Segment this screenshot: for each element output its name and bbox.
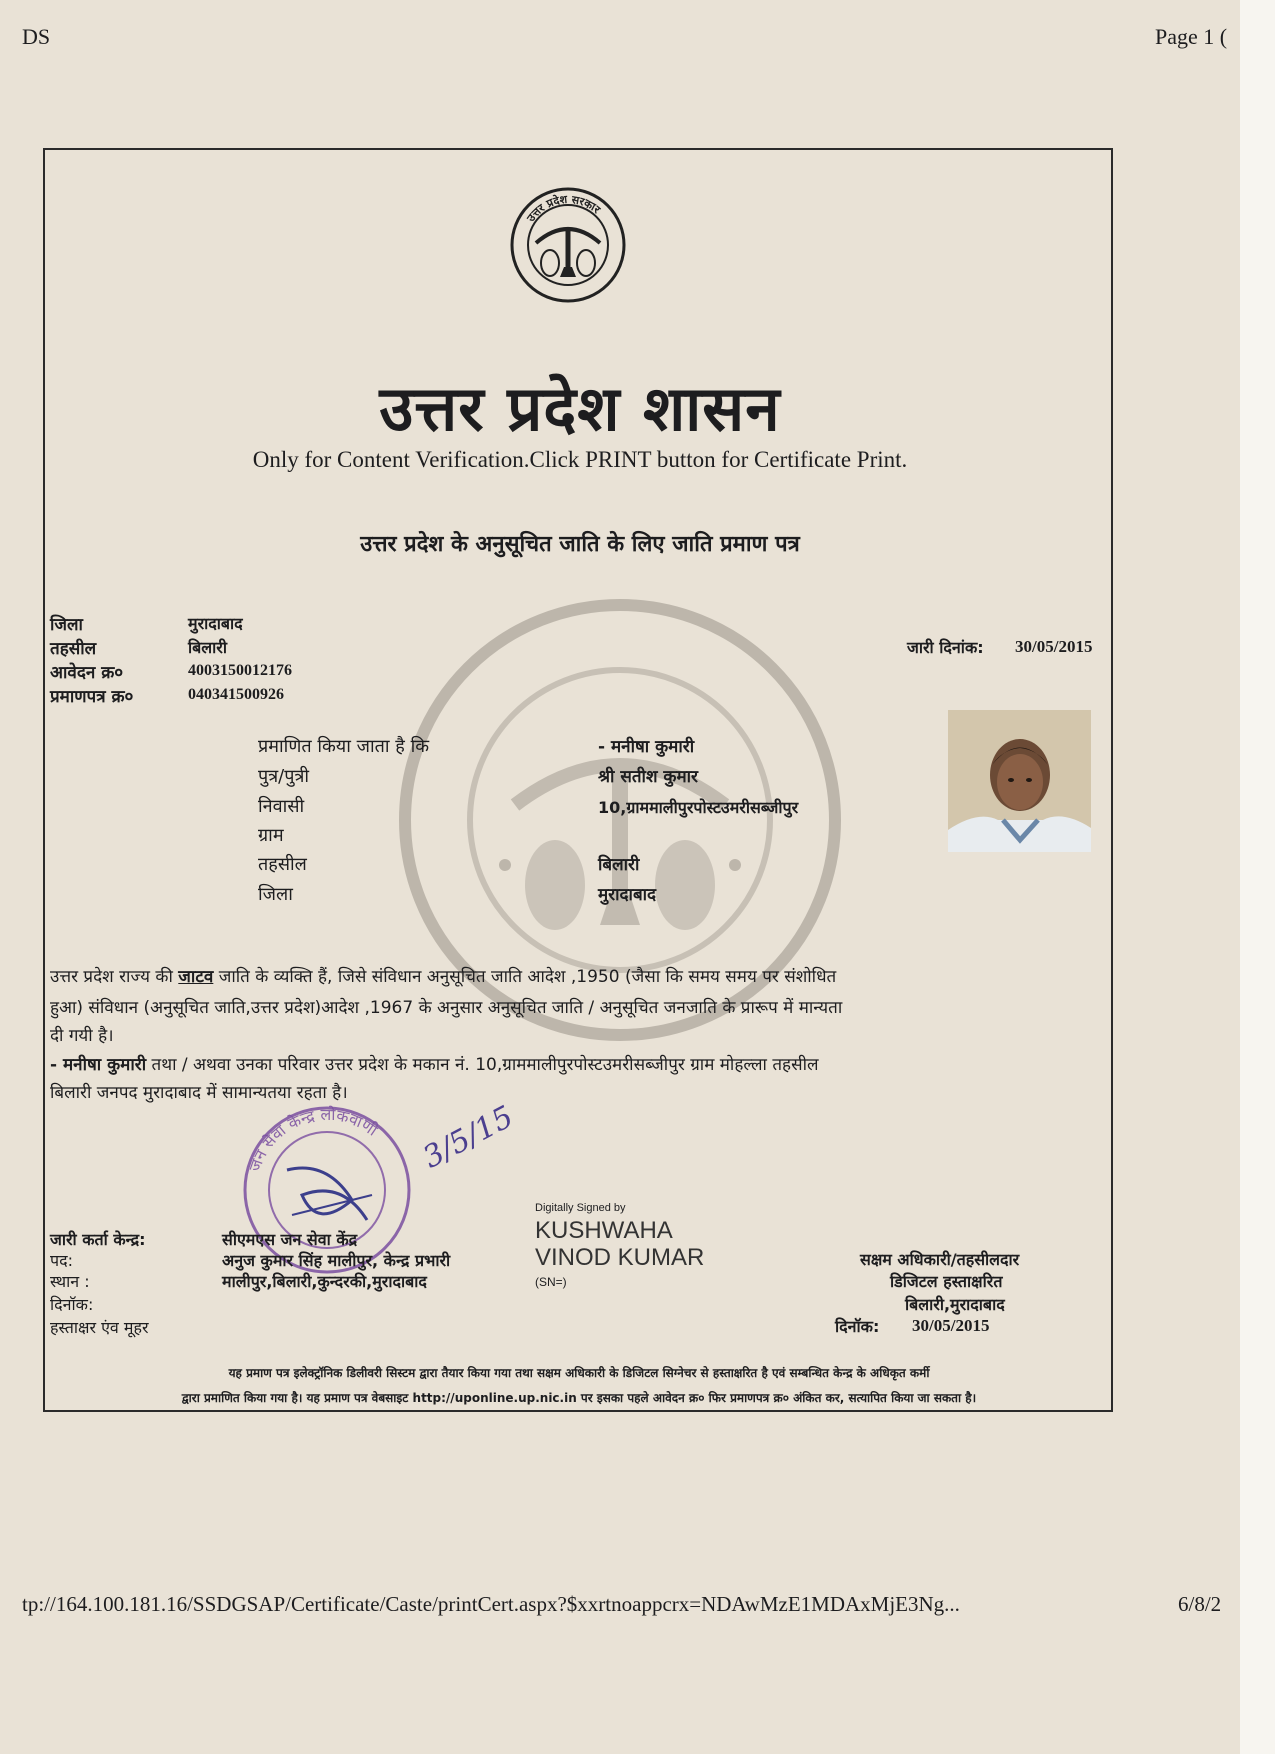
caste-name: जाटव	[178, 967, 214, 987]
certified-name-value: - मनीषा कुमारी	[598, 737, 695, 757]
body-line-1-start: उत्तर प्रदेश राज्य की	[50, 967, 179, 987]
applicant-photo	[948, 710, 1091, 852]
tehsil-value: बिलारी	[188, 638, 227, 657]
issuer-center-label: जारी कर्ता केन्द्र:	[50, 1230, 146, 1249]
application-number-label: आवेदन क्र०	[50, 663, 124, 683]
body-line-1	[50, 962, 1100, 992]
certificate-subtitle: उत्तर प्रदेश के अनुसूचित जाति के लिए जाति प्रमाण पत्र	[360, 532, 800, 557]
footer-line-1: यह प्रमाण पत्र इलेक्ट्रॉनिक डिलीवरी सिस्टम द्वारा तैयार किया गया तथा सक्षम अधिकारी के डिजिटल सिग्नेचर से हस्ताक्षरित है एवं सम्बन्धित केन्द्र के अधिकृत कर्मी	[228, 1366, 930, 1380]
cert-district-value: मुरादाबाद	[598, 885, 657, 905]
content-verification-notice: Only for Content Verification.Click PRINT button for Certificate Print.	[252, 447, 908, 472]
svg-text:जन सेवा केन्द्र लोकवाणी: जन सेवा केन्द्र लोकवाणी	[244, 1104, 382, 1174]
son-daughter-label: पुत्र/पुत्री	[258, 766, 310, 787]
body-line-2: हुआ) संविधान (अनुसूचित जाति,उत्तर प्रदेश)आदेश ,1967 के अनुसार अनुसूचित जाति / अनुसूचित जनजाति के प्रारूप में मान्यता	[50, 998, 843, 1018]
village-label: ग्राम	[258, 825, 284, 846]
authority-date-label: दिनॉक:	[835, 1317, 880, 1336]
certified-label: प्रमाणित किया जाता है कि	[258, 736, 430, 757]
issuer-place-value: मालीपुर,बिलारी,कुन्दरकी,मुरादाबाद	[222, 1272, 427, 1291]
cert-district-label: जिला	[258, 884, 293, 905]
authority-digital-signed: डिजिटल हस्ताक्षरित	[890, 1272, 1003, 1291]
father-name-value: श्री सतीश कुमार	[598, 767, 698, 787]
signature-seal-label: हस्ताक्षर एंव मूहर	[50, 1318, 149, 1337]
svg-text:उत्तर प्रदेश सरकार: उत्तर प्रदेश सरकार	[524, 192, 603, 225]
issue-date-label: जारी दिनांक:	[907, 638, 984, 657]
up-government-emblem-icon	[508, 185, 628, 305]
signer-name-line-1: KUSHWAHA	[535, 1217, 673, 1244]
issuer-date-label: दिनॉक:	[50, 1295, 94, 1314]
signer-name-line-2: VINOD KUMAR	[535, 1244, 705, 1271]
issuer-post-value: अनुज कुमार सिंह मालीपुर, केन्द्र प्रभारी	[222, 1251, 451, 1270]
issuer-post-label: पद:	[50, 1251, 73, 1270]
issuer-place-label: स्थान :	[50, 1272, 90, 1291]
resident-value: 10,ग्राममालीपुरपोस्टउमरीसब्जीपुर	[598, 798, 799, 817]
cert-tehsil-label: तहसील	[258, 854, 307, 875]
authority-date-value: 30/05/2015	[912, 1316, 990, 1335]
authority-title: सक्षम अधिकारी/तहसीलदार	[860, 1250, 1020, 1269]
page-header-left: DS	[22, 24, 51, 49]
page-header-right: Page 1 (	[1155, 24, 1228, 49]
cert-tehsil-value: बिलारी	[598, 855, 640, 875]
body-line-1-end: जाति के व्यक्ति हैं, जिसे संविधान अनुसूचित जाति आदेश ,1950 (जैसा कि समय समय पर संशोधित	[213, 967, 837, 987]
district-value: मुरादाबाद	[188, 614, 243, 633]
resident-label: निवासी	[258, 796, 305, 817]
print-url: tp://164.100.181.16/SSDGSAP/Certificate/Caste/printCert.aspx?$xxrtnoappcrx=NDAwMzE1MDAxMjE3Ng...	[22, 1592, 960, 1616]
footer-line-2: द्वारा प्रमाणित किया गया है। यह प्रमाण पत्र वेबसाइट http://uponline.up.nic.in पर इसका पहले आवेदन क्र० फिर प्रमाणपत्र क्र० अंकित कर, सत्यापित किया जा सकता है।	[181, 1391, 977, 1405]
page-edge	[1240, 0, 1275, 1754]
print-date: 6/8/2	[1178, 1592, 1222, 1616]
application-number-value: 4003150012176	[188, 662, 292, 679]
authority-location: बिलारी,मुरादाबाद	[905, 1295, 1005, 1314]
body-line-3: दी गयी है।	[50, 1026, 114, 1046]
handwritten-date: 3/5/15	[417, 1099, 520, 1176]
body-line-5: बिलारी जनपद मुरादाबाद में सामान्यतया रहता है।	[50, 1083, 348, 1103]
tehsil-label: तहसील	[50, 639, 97, 659]
certificate-number-value: 040341500926	[188, 686, 284, 703]
issuer-center-value: सीएमएस जन सेवा केंद्र	[222, 1230, 358, 1249]
signer-serial: (SN=)	[535, 1275, 567, 1289]
body-line-4-rest: तथा / अथवा उनका परिवार उत्तर प्रदेश के मकान नं. 10,ग्राममालीपुरपोस्टउमरीसब्जीपुर ग्राम मोहल्ला तहसील	[146, 1055, 819, 1075]
page-title: उत्तर प्रदेश शासन	[379, 372, 781, 445]
body-line-4	[50, 1050, 819, 1080]
body-applicant-name: - मनीषा कुमारी	[50, 1055, 147, 1075]
digitally-signed-caption: Digitally Signed by	[535, 1202, 626, 1214]
district-label: जिला	[50, 615, 83, 635]
certificate-number-label: प्रमाणपत्र क्र०	[50, 687, 134, 707]
issue-date-value: 30/05/2015	[1015, 637, 1093, 656]
